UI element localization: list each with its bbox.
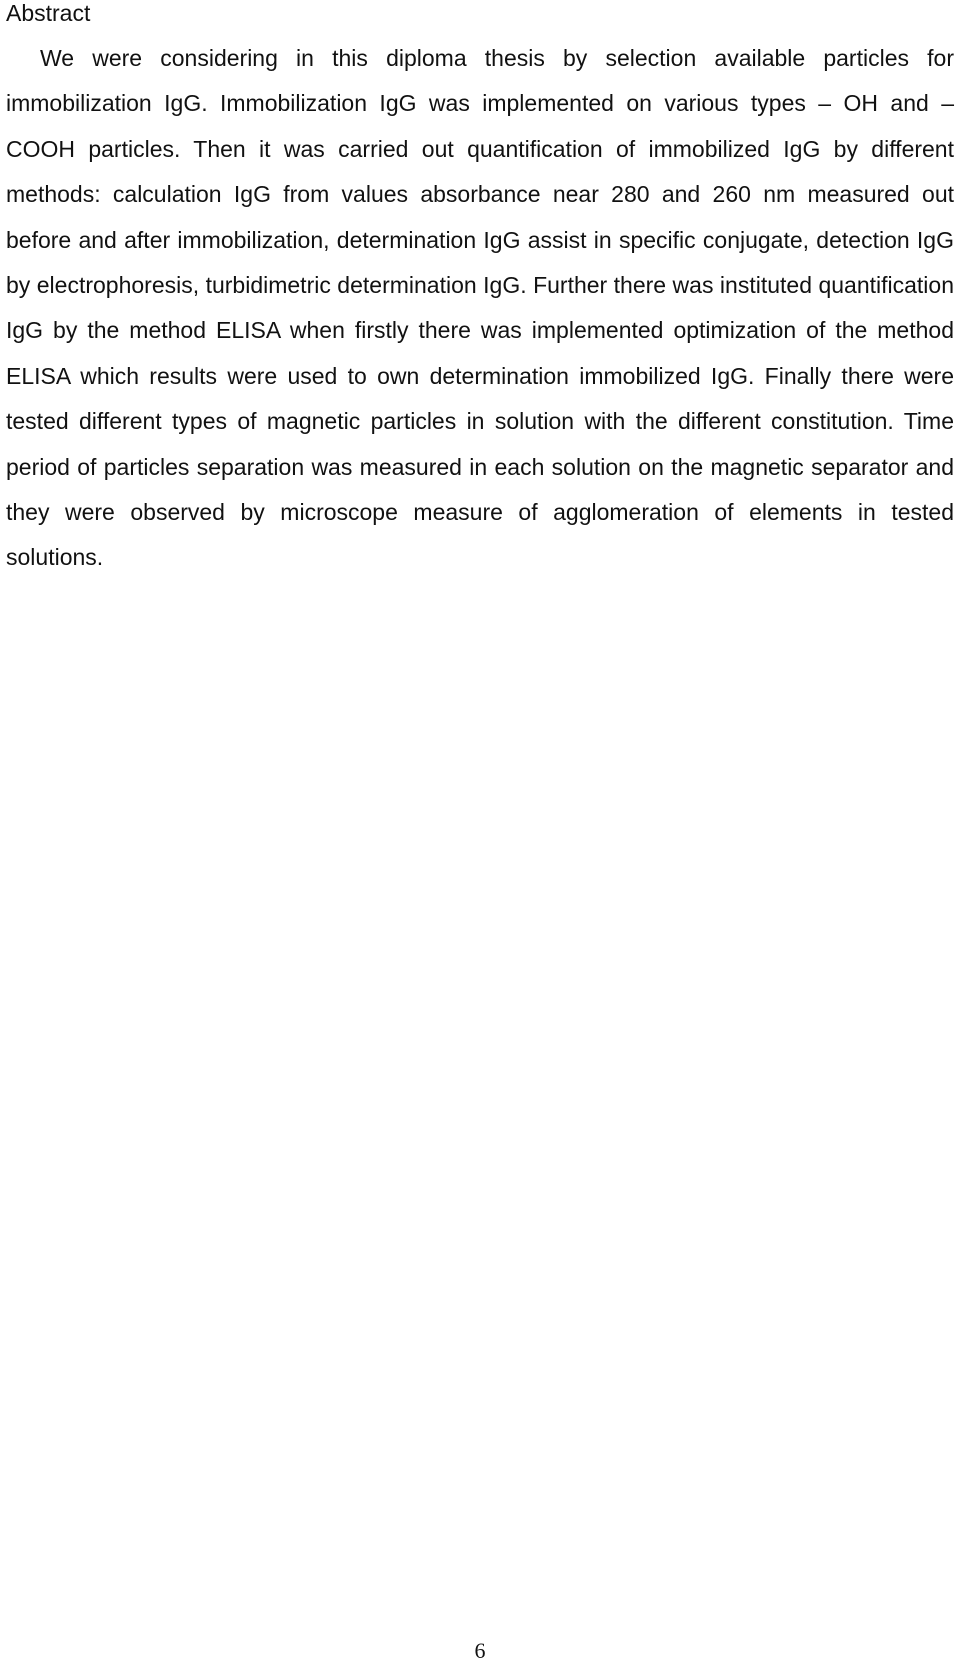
abstract-paragraph: We were considering in this diploma thesis by selection available particles for immobilization IgG. Immobilization IgG was implemented on various types – OH and – COOH particles. Then it was carried out quantification of immobilized IgG by different methods: calculation IgG from values absorbance near 280 and 260 nm measured out before and after immobilization, determination IgG assist in specific conjugate, detection IgG by electrophoresis, turbidimetric determination IgG. Further there was instituted quantification IgG by the method ELISA when firstly there was implemented optimization of the method ELISA which results were used to own determination immobilized IgG. Finally there were tested different types of magnetic particles in solution with the different constitution. Time period of particles separation was measured in each solution on the magnetic separator and they were observed by microscope measure of agglomeration of elements in tested solutions. [6,45,954,571]
section-heading: Abstract [6,0,91,26]
page-number: 6 [474,1638,486,1663]
